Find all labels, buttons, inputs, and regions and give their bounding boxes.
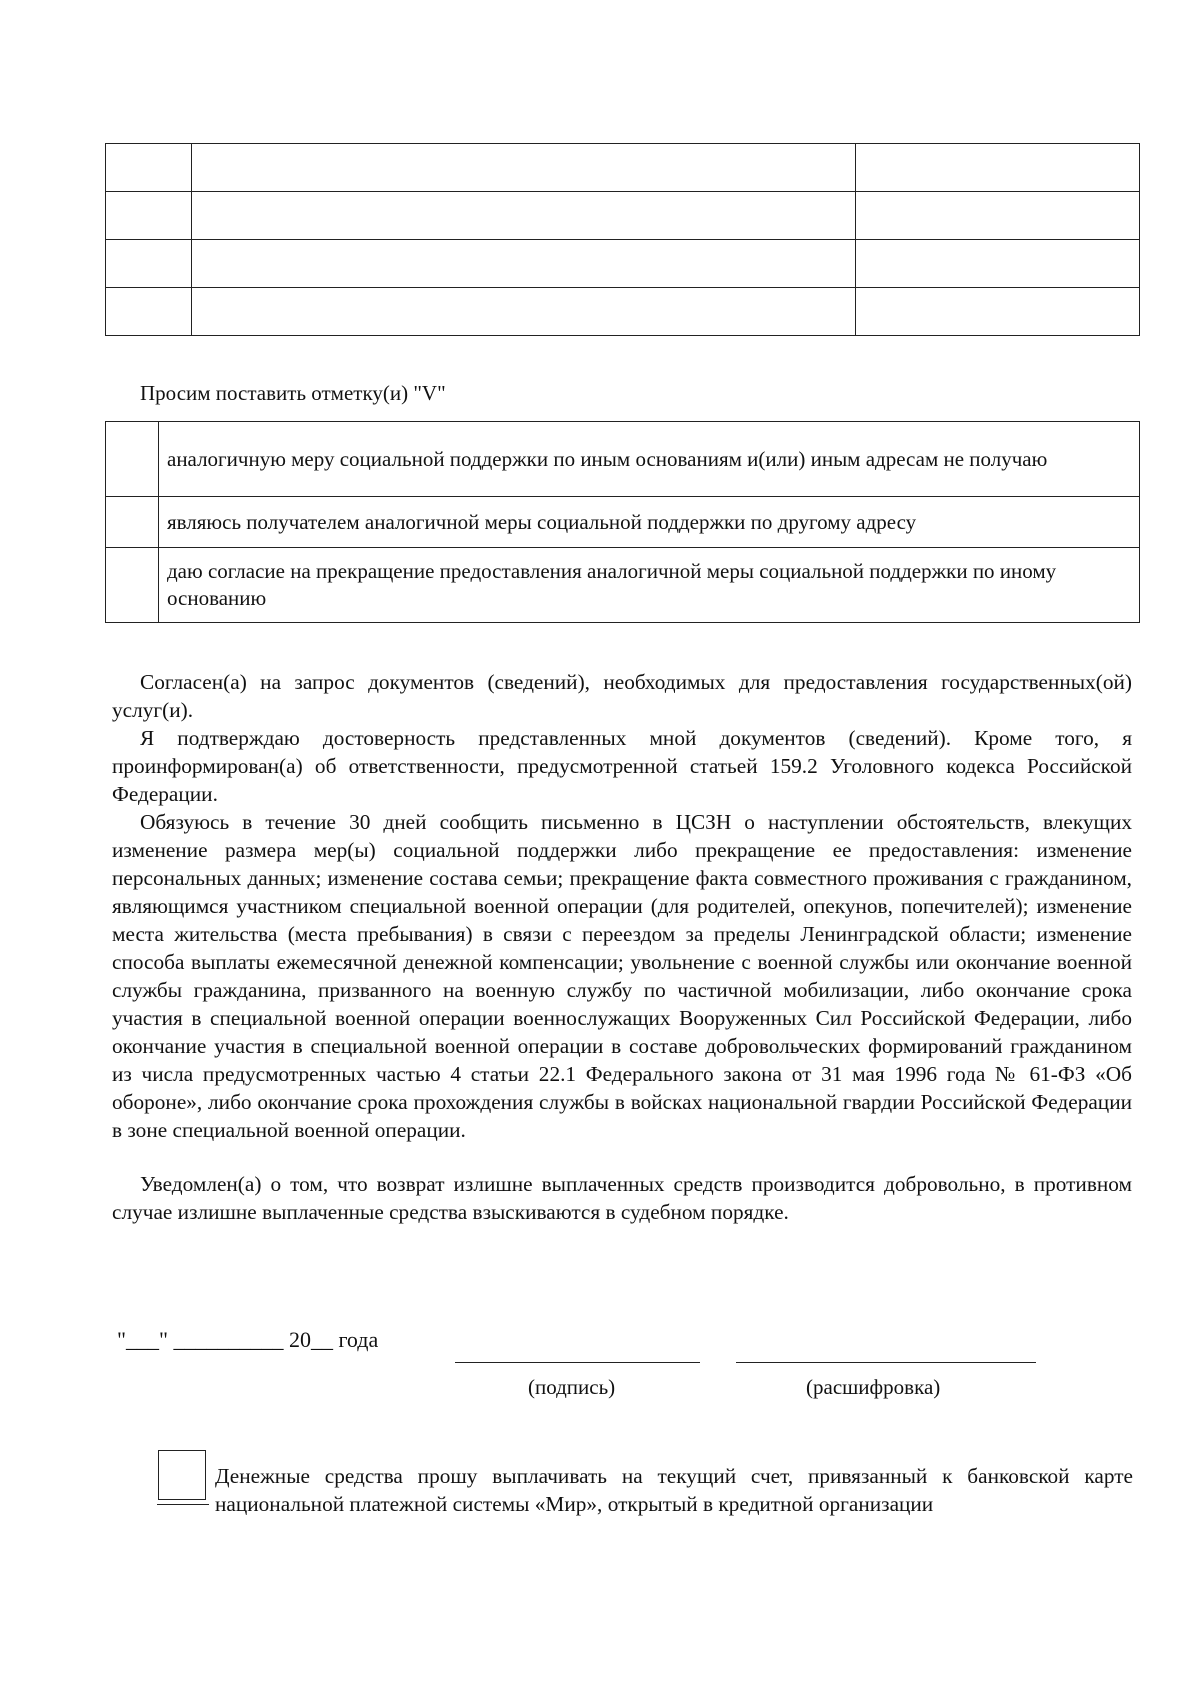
table-row (106, 288, 1140, 336)
option-checkbox[interactable] (106, 497, 159, 548)
option-checkbox[interactable] (106, 548, 159, 623)
option-row (106, 548, 1140, 623)
table-row (106, 192, 1140, 240)
decoding-line[interactable] (736, 1362, 1036, 1363)
table-row (106, 240, 1140, 288)
option-label: даю согласие на прекращение предоставления аналогичной меры социальной поддержки по иному основанию (159, 548, 1140, 623)
consent-paragraph: Согласен(а) на запрос документов (сведений), необходимых для предоставления государственных(ой) услуг(и). (112, 670, 1132, 722)
table-cell (856, 288, 1140, 336)
date-field[interactable]: "___" __________ 20__ года (117, 1327, 379, 1352)
option-label: являюсь получателем аналогичной меры социальной поддержки по другому адресу (159, 497, 1140, 548)
confirm-paragraph: Я подтверждаю достоверность представленных мной документов (сведений). Кроме того, я проинформирован(а) об ответственности, предусмотренной статьей 159.2 Уголовного кодекса Российской Федерации. (112, 726, 1132, 806)
table-cell (192, 240, 856, 288)
table-cell (856, 192, 1140, 240)
obligation-paragraph: Обязуюсь в течение 30 дней сообщить письменно в ЦСЗН о наступлении обстоятельств, влекущих изменение размера мер(ы) социальной поддержки либо прекращение ее предоставления: изменение персональных данных; изменение состава семьи; прекращение факта совместного проживания с гражданином, являющимся участником специальной военной операции (для родителей, опекунов, попечителей); изменение места жительства (места пребывания) в связи с переездом за пределы Ленинградской области; изменение способа выплаты ежемесячной денежной компенсации; увольнение с военной службы или окончание военной службы гражданина, призванного на военную службу по частичной мобилизации, либо окончание срока участия в специальной военной операции военнослужащих Вооруженных Сил Российской Федерации, либо окончание участия в специальной военной операции в составе добровольческих формирований гражданином из числа предусмотренных частью 4 статьи 22.1 Федерального закона от 31 мая 1996 года № 61-ФЗ «Об обороне», либо окончание срока прохождения службы в войсках национальной гвардии Российской Федерации в зоне специальной военной операции. (112, 810, 1132, 1142)
option-row (106, 422, 1140, 497)
empty-table (105, 143, 1140, 336)
option-row (106, 497, 1140, 548)
table-cell (192, 192, 856, 240)
table-row (106, 144, 1140, 192)
signature-line[interactable] (455, 1362, 700, 1363)
table-cell (192, 288, 856, 336)
table-cell (856, 144, 1140, 192)
signature-caption: (подпись) (528, 1375, 616, 1399)
notified-paragraph: Уведомлен(а) о том, что возврат излишне выплаченных средств производится добровольно, в противном случае излишне выплаченные средства взыскиваются в судебном порядке. (112, 1172, 1132, 1224)
statement-text (112, 668, 1132, 1226)
table-cell (106, 144, 192, 192)
mark-instruction: Просим поставить отметку(и) "V" (140, 381, 446, 405)
option-checkbox[interactable] (106, 422, 159, 497)
table-cell (106, 240, 192, 288)
option-label: аналогичную меру социальной поддержки по иным основаниям и(или) иным адресам не получаю (159, 422, 1140, 497)
mir-card-text: Денежные средства прошу выплачивать на текущий счет, привязанный к банковской карте национальной платежной системы «Мир», открытый в кредитной организации (215, 1464, 1133, 1516)
decoding-caption: (расшифровка) (806, 1375, 941, 1399)
options-table (105, 421, 1140, 623)
table-cell (106, 192, 192, 240)
mir-card-checkbox[interactable] (158, 1450, 206, 1500)
table-cell (106, 288, 192, 336)
table-cell (192, 144, 856, 192)
table-cell (856, 240, 1140, 288)
